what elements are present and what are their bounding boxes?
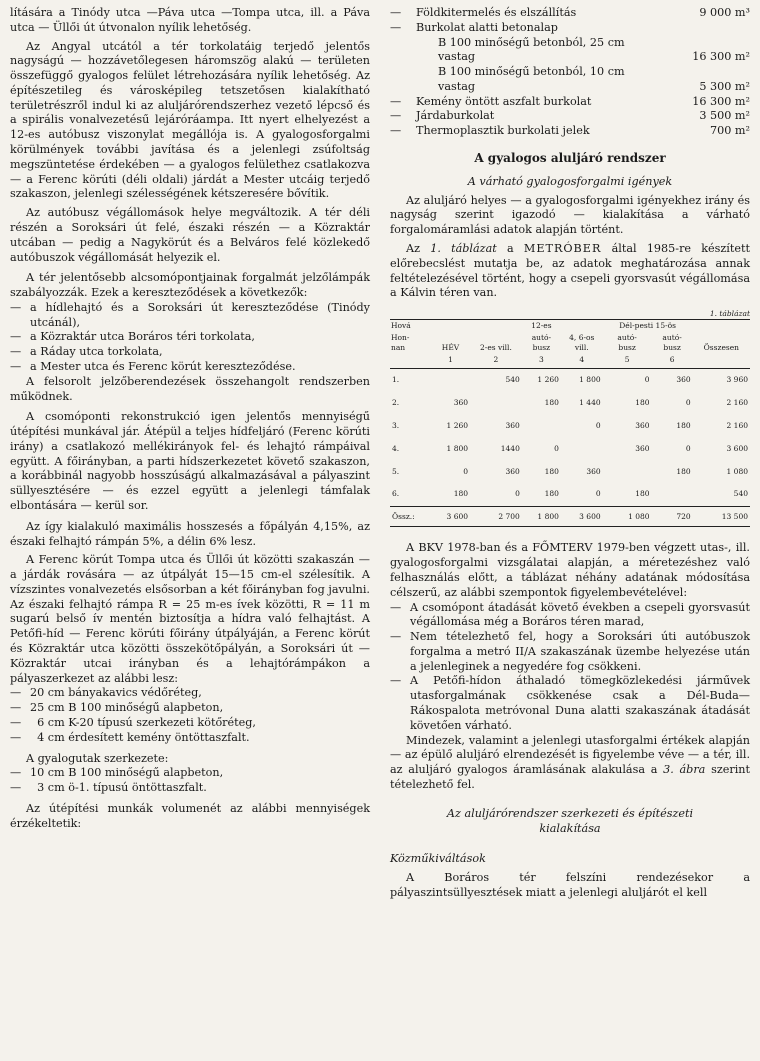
table-cell: 180 (544, 489, 559, 499)
table-cell (522, 414, 561, 437)
paragraph: Az útépítési munkák volumenét az alábbi mennyiségek érzékeltetik: (10, 801, 370, 830)
table-cell: 1 440 (579, 397, 601, 407)
section-heading: A gyalogos aluljáró rendszer (474, 151, 666, 166)
quantity-row (390, 21, 750, 36)
table-cell: 180 (453, 489, 469, 499)
list-item-text: a Ráday utca torkolata, (30, 345, 163, 359)
table-column-number: 2 (470, 354, 522, 368)
table-cell: 0 (463, 466, 469, 476)
table-cell: 1440 (500, 443, 520, 453)
table-cell: 0 (685, 443, 691, 453)
table-cell: 0 (554, 443, 559, 453)
list-dash: — (390, 630, 402, 644)
table-column-number: 6 (652, 354, 693, 368)
table-cell: 180 (635, 489, 650, 499)
table-cell: 1 800 (579, 374, 601, 384)
table-cell: 360 (586, 466, 601, 476)
table-total-label: Össz.: (390, 506, 431, 527)
list-item-text: A Petőfi-hídon áthaladó tömegközlekedési járművek utasforgalmának csökkenése csak a Dél-Buda—Rákospalota metróvonal Duna alatti szakaszának átadását követően várható. (410, 674, 754, 732)
list-dash: — (390, 109, 402, 123)
table-cell: 360 (676, 374, 691, 384)
quantity-label-wrap (390, 21, 558, 36)
intersection-list (10, 300, 374, 375)
table-row-label: 4. (392, 443, 400, 453)
table-cell: 360 (505, 466, 520, 476)
quantity-label: B 100 minőségű betonból, 10 cm (438, 65, 625, 79)
table-column-header: 4, 6-os vill. (569, 332, 595, 352)
paragraph: A Ferenc körút Tompa utca és Üllői út közötti szakaszán — a járdák rovására — az útpályát 15—15 cm-el szélesítik. A vízszintes vonalvezetés elsősorban a két főirányban fog javulni. Az északi felhajtó rámpa R = 25 m-es ívek közötti, R = 11 m sugarú belső ív mentén biztosítja a hídra való felhajtást. A Petőfi-híd — Ferenc körúti főirány útpályáján, a Ferenc körút és Közraktár utca közötti összekötőpályán, a Soroksári út — Közraktár utcai irányban és a lehajtórámpákon a pályaszerkezet az alábbi lesz: (10, 553, 370, 685)
table-row-label: 2. (392, 397, 400, 407)
quantity-label: Thermoplasztik burkolati jelek (416, 124, 590, 138)
table-cell: 540 (505, 374, 520, 384)
list-dash: — (390, 674, 402, 688)
table-cell: 3 600 (726, 443, 748, 453)
table-group-header: Dél-pesti 15-ös (603, 320, 693, 332)
table-total-cell: 13 500 (693, 506, 750, 527)
paragraph: Az aluljáró helyes — a gyalogosforgalmi igényekhez irány és nagyság szerint igazodó — kialakítása a várható forgalomáramlási adatok alapján történt. (390, 193, 750, 237)
table-column-header: 2-es vill. (480, 342, 512, 352)
subsection-heading: Az aluljárórendszer szerkezeti és építészeti kialakítása (446, 806, 694, 835)
table-column-header: autó- busz (531, 332, 552, 352)
list-dash: — (390, 94, 402, 108)
table-cell: 180 (544, 466, 559, 476)
paragraph: Az így kialakuló maximális hosszesés a főpályán 4,15%, az északi felhajtó rámpán 5%, a délin 6% lesz. (10, 519, 370, 548)
table-total-cell: 2 700 (470, 506, 522, 527)
list-dash: — (390, 20, 402, 34)
company-name: METRÓBER (523, 241, 602, 255)
list-dash: — (10, 300, 22, 314)
table-column-header: Összesen (703, 342, 739, 352)
table-row-label: 1. (392, 374, 400, 384)
list-dash: — (10, 730, 22, 744)
list-item-text: 6 cm K-20 típusú szerkezeti kötőréteg, (30, 715, 256, 729)
list-dash: — (10, 330, 22, 344)
table-total-cell: 1 800 (522, 506, 561, 527)
paragraph: Az 1. táblázat a METRÓBER által 1985-re készített előrebecslést mutatja be, az adatok meghatározása annak feltételezésével történt, hogy a csepeli gyorsvasút végállomása a Kálvin téren van. (390, 241, 750, 300)
right-column (390, 6, 754, 1061)
table-group-header: 12-es (522, 320, 561, 332)
pavement-list (10, 686, 370, 745)
paragraph: A tér jelentősebb alcsomópontjainak forgalmát jelzőlámpák szabályozzák. Ezek a kereszteződések a következők: (10, 271, 370, 300)
quantity-row (438, 80, 750, 95)
list-item-text: A csomópont átadását követő években a csepeli gyorsvasút végállomása még a Boráros téren marad, (410, 600, 754, 629)
quantity-label: vastag (438, 50, 476, 64)
table-column-number: 4 (561, 354, 603, 368)
quantity-value: 700 m² (709, 124, 750, 138)
quantity-value: 16 300 m² (692, 50, 750, 64)
table-cell: 0 (595, 420, 601, 430)
quantity-value: 5 300 m² (699, 79, 750, 93)
paragraph: Az autóbusz végállomások helye megváltozik. A tér déli részén a Soroksári út felé, északi részén — a Közraktár utcában — pedig a Nagykörút és a Belváros felé közlekedő autóbuszok végállomását helyezik el. (10, 206, 370, 264)
paragraph: lítására a Tinódy utca —Páva utca —Tompa utca, ill. a Páva utca — Üllői út útvonalon nyílik lehetőség. (10, 6, 370, 34)
table-cell (603, 460, 652, 483)
table-row-label: 6. (392, 489, 400, 499)
subsection-heading: Közműkiváltások (390, 852, 486, 866)
list-item-text: 3 cm ö-1. típusú öntöttaszfalt. (30, 781, 207, 795)
list-item-text: a Közraktár utca Boráros téri torkolata, (30, 330, 255, 344)
quantity-label: B 100 minőségű betonból, 25 cm (438, 35, 625, 49)
list-dash: — (10, 715, 22, 729)
quantity-row (390, 109, 750, 124)
list-item (10, 701, 370, 716)
list-item (10, 781, 370, 796)
list-dash: — (10, 359, 22, 373)
table-caption: 1. táblázat (709, 309, 750, 319)
quantity-label-wrap (390, 95, 591, 110)
table-total-cell: 1 080 (603, 506, 652, 527)
table-row (390, 391, 750, 414)
list-item-text: 10 cm B 100 minőségű alapbeton, (30, 766, 224, 780)
list-dash: — (390, 6, 402, 19)
table-cell: 0 (595, 489, 601, 499)
table-cell (652, 483, 693, 506)
quantity-value: 3 500 m² (699, 109, 750, 123)
table-cell: 180 (676, 420, 691, 430)
paragraph: A gyalogutak szerkezete: (26, 751, 169, 765)
table-cell: 2 160 (726, 397, 748, 407)
list-item (10, 330, 370, 345)
table-header-honnan: Hon- nan (391, 332, 410, 352)
subsection-heading: A várható gyalogosforgalmi igények (467, 174, 673, 188)
table-row (390, 414, 750, 437)
quantity-row (438, 50, 750, 65)
paragraph: Az Angyal utcától a tér torkolatáig terjedő jelentős nagyságú — hozzávetőlegesen háromszög alakú — területen összefüggő gyalogos felület létrehozására nyílik lehetőség. Az építészetileg és városképileg tetszetősen kialakítható területrészről indul ki az aluljárórendszerhez vezető lépcső és a spirális vonalvezetésű lejáróráampa. Itt nyert elhelyezést a 12-es autóbusz viszonylat megállója is. A gyalogosforgalmi körülmények további javítása és a jelenlegi zsúfoltság megszüntetése érdekében — a gyalogos felülethez csatlakozva — a Ferenc körúti (déli oldali) járdát a Mester utcáig terjedő szakaszon, jelenlegi szélességének kétszeresére bővítik. (10, 39, 370, 201)
quantity-sublist (390, 36, 750, 95)
quantity-label: Burkolat alatti betonalap (416, 20, 558, 34)
quantity-label: Földkitermelés és elszállítás (416, 6, 577, 19)
table-cell: 180 (635, 397, 650, 407)
list-dash: — (10, 766, 22, 780)
quantity-row (390, 124, 750, 139)
list-item (390, 674, 754, 733)
quantity-label: Kemény öntött aszfalt burkolat (416, 94, 592, 108)
table-cell: 360 (505, 420, 520, 430)
table-cell: 360 (635, 443, 650, 453)
list-item-text: a hídlehajtó és a Soroksári út kereszteződése (Tinódy utcánál), (30, 300, 374, 329)
list-item (390, 600, 754, 631)
table-cell: 0 (644, 374, 650, 384)
list-item-text: 25 cm B 100 minőségű alapbeton, (30, 701, 224, 715)
table-column-number: 1 (431, 354, 470, 368)
quantity-row (390, 6, 750, 21)
table-cell: 1 260 (446, 420, 469, 430)
table-cell: 1 080 (726, 466, 748, 476)
consideration-list (390, 600, 754, 734)
quantity-row (390, 95, 750, 110)
list-dash: — (10, 781, 22, 795)
table-cell: 180 (544, 397, 559, 407)
figure-reference: 3. ábra (663, 763, 706, 777)
list-dash: — (390, 600, 402, 614)
table-cell: 2 160 (726, 420, 748, 430)
paragraph: A felsorolt jelzőberendezések összehangolt rendszerben működnek. (10, 374, 370, 403)
list-dash: — (10, 686, 22, 700)
table-column-number: 5 (603, 354, 652, 368)
list-dash: — (10, 345, 22, 359)
list-dash: — (390, 124, 402, 138)
table-cell: 3 960 (726, 374, 748, 384)
paragraph: Mindezek, valamint a jelenlegi utasforgalmi értékek alapján — az épülő aluljáró elrendezését is figyelembe véve — a tér, ill. az aluljáró gyalogos áramlásának alakulása a 3. ábra szerint tételezhető fel. (390, 733, 750, 791)
table-cell (470, 391, 522, 414)
list-item-text: 20 cm bányakavics védőréteg, (30, 686, 202, 700)
quantity-list (390, 95, 750, 139)
table-row (390, 483, 750, 506)
table-cell: 180 (676, 466, 691, 476)
paragraph: A csomóponti rekonstrukció igen jelentős mennyiségű útépítési munkával jár. Átépül a teljes hídfeljáró (Ferenc körúti irány) a csatlakozó mellékirányok fel- és lehajtó rámpáival együtt. A főirányban, a parti hídszerkezetet követő szakaszon, a korábbinál nagyobb hosszúságú alkalmazásával a pályaszint süllyesztésére — és ezzel együtt a jelenlegi támfalak elbontására — kerül sor. (10, 410, 370, 512)
quantity-label: vastag (438, 79, 476, 93)
list-item (10, 345, 370, 360)
table-row (390, 368, 750, 391)
table-column-number: 3 (522, 354, 561, 368)
table-row (390, 460, 750, 483)
list-item-text: a Mester utca és Ferenc körút kereszteződése. (30, 359, 296, 373)
table-total-cell: 3 600 (561, 506, 603, 527)
table-column-header: HÉV (441, 342, 460, 352)
list-item (10, 731, 370, 746)
table-reference: 1. táblázat (430, 241, 497, 255)
table-header-hova: Hová (390, 320, 431, 332)
list-item-text: 4 cm érdesített kemény öntöttaszfalt. (30, 730, 250, 744)
quantity-value: 9 000 m³ (699, 6, 750, 19)
quantity-value: 16 300 m² (692, 94, 750, 108)
table-row-label: 3. (392, 420, 400, 430)
list-item (10, 300, 374, 331)
list-item (10, 716, 370, 731)
list-dash: — (10, 701, 22, 715)
table-column-number (693, 354, 750, 368)
table-row (390, 437, 750, 460)
quantity-label-wrap (390, 6, 576, 21)
quantity-list (390, 6, 750, 36)
table-column-header: autó- busz (662, 332, 682, 352)
table-cell (561, 437, 603, 460)
table-cell: 360 (453, 397, 469, 407)
quantity-label: Járdaburkolat (416, 109, 495, 123)
paragraph: A BKV 1978-ban és a FŐMTERV 1979-ben végzett utas-, ill. gyalogosforgalmi vizsgálatai alapján, a méretezéshez való felhasználás előtt, a táblázat néhány adatának módosítása célszerű, az alábbi szempontok figyelembevételével: (390, 541, 750, 599)
table-cell: 540 (733, 489, 748, 499)
list-item (10, 766, 370, 781)
list-item-text: Nem tételezhető fel, hogy a Soroksári úti autóbuszok forgalma a metró II/A szakaszának üzembe helyezése után a jelenleginek a negyedére fog csökkeni. (410, 630, 754, 673)
footpath-list (10, 766, 370, 796)
table-cell: 1 260 (537, 374, 559, 384)
left-column (10, 6, 374, 1061)
table-cell: 0 (515, 489, 520, 499)
list-item (10, 686, 370, 701)
table-cell: 1 800 (446, 443, 469, 453)
table-total-cell: 3 600 (431, 506, 470, 527)
table-cell: 0 (685, 397, 691, 407)
table-cell (431, 368, 470, 391)
quantity-label-wrap (390, 124, 590, 139)
traffic-table (390, 319, 750, 527)
table-row-label: 5. (392, 466, 400, 476)
paragraph: A Boráros tér felszíni rendezésekor a pályaszintsüllyesztések miatt a jelenlegi aluljárót el kell (390, 871, 750, 899)
list-item (390, 630, 754, 674)
quantity-label-wrap (390, 109, 494, 124)
list-item (10, 360, 370, 375)
table-total-cell: 720 (652, 506, 693, 527)
table-column-header: autó- busz (617, 332, 637, 352)
table-cell: 360 (635, 420, 650, 430)
